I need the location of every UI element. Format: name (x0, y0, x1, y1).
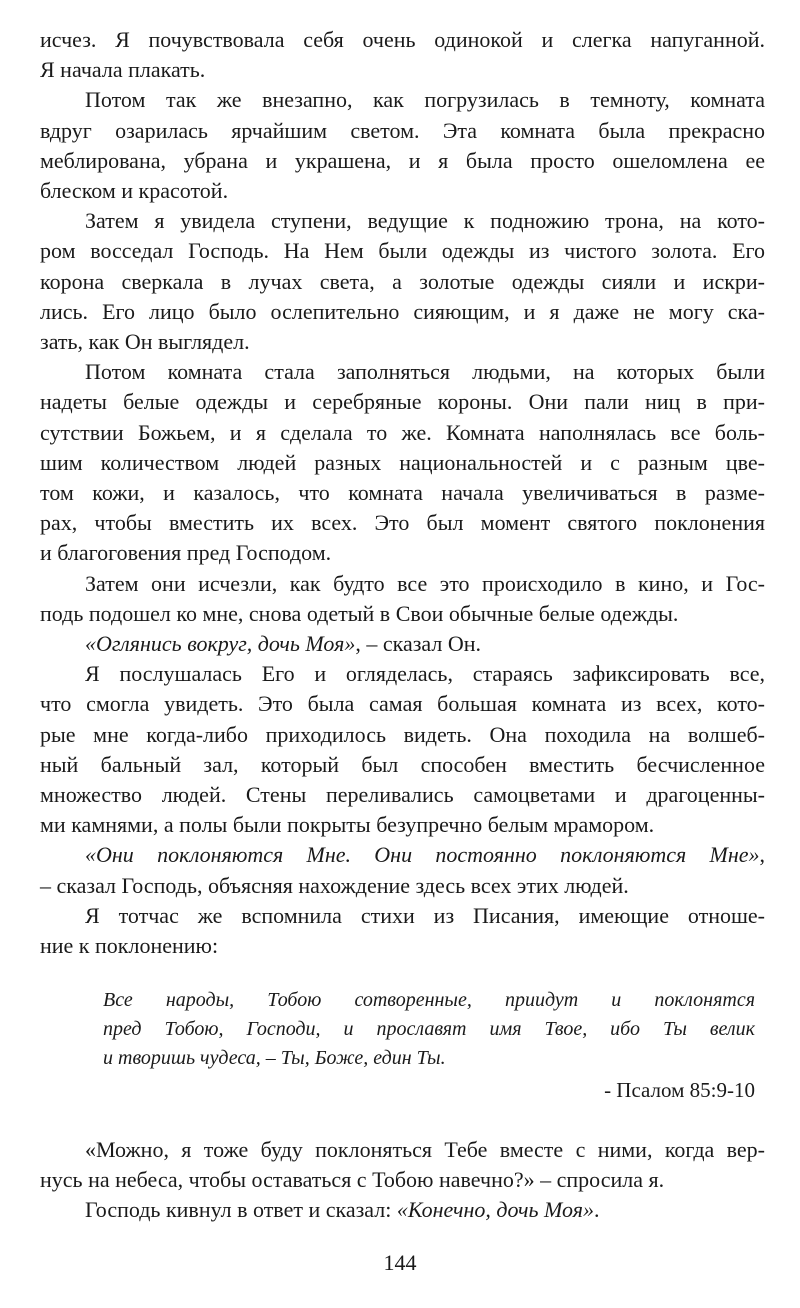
text-line: Потом комната стала заполняться людьми, на которых были (85, 359, 765, 385)
text-line: подь подошел ко мне, снова одетый в Свои обычные белые одежды. (40, 600, 679, 626)
text-segment: Господь кивнул в ответ и сказал: (85, 1197, 397, 1222)
text-line: Я послушалась Его и огляделась, стараясь зафиксировать все, (85, 661, 765, 687)
text-segment: , (759, 842, 765, 868)
text-line (85, 629, 765, 659)
italic-quote: «Они поклоняются Мне. Они постоянно поклоняются Мне» (85, 842, 760, 868)
text-line: том кожи, и казалось, что комната начала увеличиваться в разме- (40, 480, 765, 505)
text-line: рах, чтобы вместить их всех. Это был момент святого поклонения (40, 510, 765, 536)
text-line: Затем они исчезли, как будто все это происходило в кино, и Гос- (85, 570, 765, 596)
text-line: ный бальный зал, который был способен вместить бесчисленное (40, 751, 765, 777)
text-line: вдруг озарилась ярчайшим светом. Эта комната была прекрасно (40, 117, 765, 143)
text-line: нусь на небеса, чтобы оставаться с Тобою навечно?» – спросила я. (40, 1167, 665, 1192)
text-line: рые мне когда-либо приходилось видеть. Она походила на волшеб- (40, 721, 765, 747)
italic-quote: «Оглянись вокруг, дочь Моя» (85, 631, 356, 656)
text-line: множество людей. Стены переливались самоцветами и драгоценны- (40, 782, 765, 807)
text-line: и благоговения пред Господом. (40, 540, 332, 566)
text-line: Затем я увидела ступени, ведущие к подножию трона, на кото- (85, 208, 765, 234)
quote-source: - Псалом 85:9-10 (604, 1078, 755, 1102)
text-line: ми камнями, а полы были покрыты безупречно белым мрамором. (40, 812, 655, 838)
page-number: 144 (383, 1250, 417, 1275)
quote-line: Все народы, Тобою сотворенные, приидут и поклонятся (103, 989, 755, 1011)
text-line: сутствии Божьем, и я сделала то же. Комната наполнялась все боль- (40, 419, 765, 445)
text-line: корона сверкала в лучах света, а золотые одежды сияли и искри- (40, 268, 765, 294)
text-line: Потом так же внезапно, как погрузилась в темноту, комната (85, 87, 765, 113)
text-line: что смогла увидеть. Это была самая большая комната из всех, кото- (40, 691, 765, 717)
text-line (85, 840, 765, 870)
quote-line: и творишь чудеса, – Ты, Боже, един Ты. (103, 1047, 446, 1069)
text-line: «Можно, я тоже буду поклоняться Тебе вместе с ними, когда вер- (85, 1137, 765, 1162)
text-line: – сказал Господь, объясняя нахождение здесь всех этих людей. (40, 872, 629, 898)
text-line: зать, как Он выглядел. (40, 329, 250, 354)
text-line: шим количеством людей разных национальностей и с разным цве- (40, 449, 765, 475)
text-line: исчез. Я почувствовала себя очень одинокой и слегка напуганной. (40, 27, 765, 52)
text-line (85, 1195, 765, 1225)
text-segment: . (593, 1197, 600, 1222)
text-line: меблирована, убрана и украшена, и я была просто ошеломлена ее (40, 147, 765, 173)
text-line: Я тотчас же вспомнила стихи из Писания, имеющие отноше- (85, 902, 765, 928)
text-line: ром восседал Господь. На Нем были одежды из чистого золота. Его (40, 238, 765, 264)
text-line: надеты белые одежды и серебряные короны. Они пали ниц в при- (40, 389, 765, 415)
quote-line: пред Тобою, Господи, и прославят имя Твое, ибо Ты велик (103, 1018, 755, 1040)
text-line: ние к поклонению: (40, 933, 219, 958)
text-line: лись. Его лицо было ослепительно сияющим, и я даже не могу ска- (40, 298, 765, 324)
text-segment: , – сказал Он. (355, 631, 482, 656)
text-line: блеском и красотой. (40, 178, 229, 203)
text-line: Я начала плакать. (40, 57, 206, 83)
italic-quote: «Конечно, дочь Моя» (396, 1197, 594, 1222)
